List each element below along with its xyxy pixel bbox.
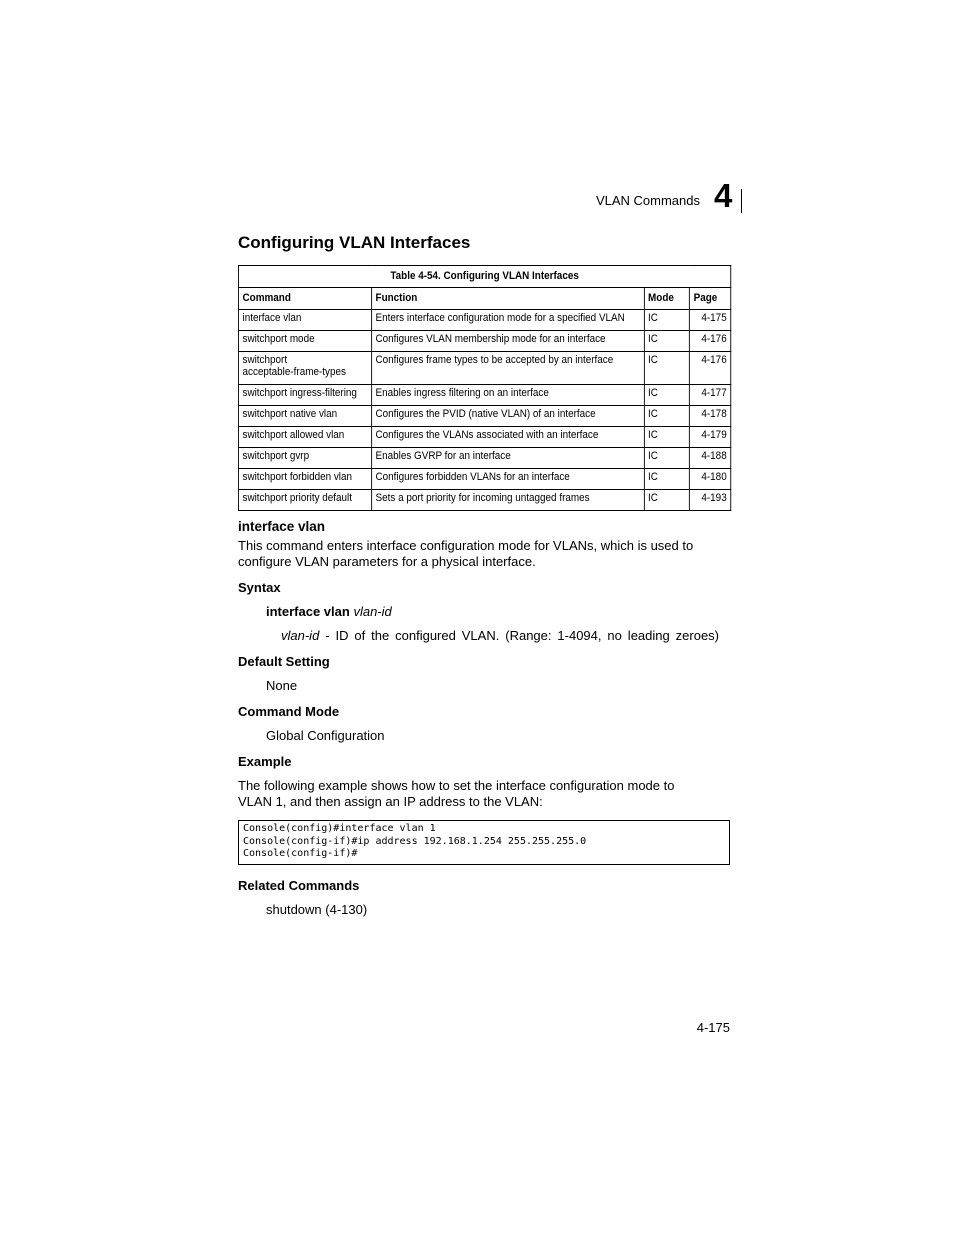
syntax-heading: Syntax xyxy=(238,580,281,595)
cell-mode: IC xyxy=(644,385,690,406)
cell-command: switchport mode xyxy=(238,331,371,352)
syntax-parameter: vlan-id xyxy=(353,604,392,619)
parameter-text: - ID of the configured VLAN. (Range: 1-4094, no leading zeroes) xyxy=(319,628,719,643)
cell-command: switchport native vlan xyxy=(238,406,371,427)
table-row xyxy=(238,448,730,469)
column-header-function: Function xyxy=(371,288,644,310)
table-row xyxy=(238,427,730,448)
cell-page: 4-176 xyxy=(690,352,731,385)
cell-mode: IC xyxy=(644,406,690,427)
table-row xyxy=(238,469,730,490)
cell-function: Configures forbidden VLANs for an interface xyxy=(371,469,644,490)
table-header-row xyxy=(238,288,730,310)
column-header-page: Page xyxy=(690,288,731,310)
cell-mode: IC xyxy=(644,331,690,352)
cell-command: switchport acceptable-frame-types xyxy=(238,352,371,385)
parameter-name: vlan-id xyxy=(281,628,320,643)
cell-command: switchport gvrp xyxy=(238,448,371,469)
syntax-keyword: interface vlan xyxy=(266,604,350,619)
running-header-title: VLAN Commands xyxy=(595,193,700,208)
command-mode-value: Global Configuration xyxy=(266,728,385,743)
cell-page: 4-178 xyxy=(690,406,731,427)
cell-mode: IC xyxy=(644,310,690,331)
page-number: 4-175 xyxy=(696,1020,730,1035)
chapter-marker xyxy=(711,177,742,214)
cell-mode: IC xyxy=(644,352,690,385)
cell-function: Enters interface configuration mode for a specified VLAN xyxy=(371,310,644,331)
related-command-link[interactable]: shutdown (4-130) xyxy=(266,902,368,917)
cell-function: Sets a port priority for incoming untagged frames xyxy=(371,490,644,511)
table-row xyxy=(238,490,730,511)
cell-function: Configures VLAN membership mode for an interface xyxy=(371,331,644,352)
cell-page: 4-179 xyxy=(690,427,731,448)
section-title: Configuring VLAN Interfaces xyxy=(238,233,471,252)
default-setting-value: None xyxy=(266,678,298,693)
cell-page: 4-176 xyxy=(690,331,731,352)
table-caption: Table 4-54. Configuring VLAN Interfaces xyxy=(238,266,730,288)
cell-page: 4-175 xyxy=(690,310,731,331)
cell-page: 4-193 xyxy=(690,490,731,511)
example-heading: Example xyxy=(238,754,292,769)
cell-mode: IC xyxy=(644,448,690,469)
cell-mode: IC xyxy=(644,469,690,490)
cell-function: Configures the VLANs associated with an interface xyxy=(371,427,644,448)
chapter-marker-rule xyxy=(741,189,742,213)
cell-command: interface vlan xyxy=(238,310,371,331)
cell-page: 4-180 xyxy=(690,469,731,490)
related-commands-heading: Related Commands xyxy=(238,878,360,893)
cell-mode: IC xyxy=(644,427,690,448)
table-row xyxy=(238,331,730,352)
cell-function: Enables ingress filtering on an interface xyxy=(371,385,644,406)
table-row xyxy=(238,310,730,331)
cell-mode: IC xyxy=(644,490,690,511)
cell-command: switchport forbidden vlan xyxy=(238,469,371,490)
column-header-command: Command xyxy=(238,288,371,310)
cell-function: Configures the PVID (native VLAN) of an interface xyxy=(371,406,644,427)
example-code-box xyxy=(238,820,730,865)
cell-function: Enables GVRP for an interface xyxy=(371,448,644,469)
table-row xyxy=(238,352,730,385)
cell-function: Configures frame types to be accepted by an interface xyxy=(371,352,644,385)
cell-command: switchport priority default xyxy=(238,490,371,511)
command-description: This command enters interface configuration mode for VLANs, which is used to configure VLAN parameters for a physical interface. xyxy=(238,538,694,569)
command-heading: interface vlan xyxy=(238,519,326,534)
cell-command: switchport ingress-filtering xyxy=(238,385,371,406)
parameter-description xyxy=(281,628,719,643)
chapter-number: 4 xyxy=(714,177,733,214)
default-setting-heading: Default Setting xyxy=(238,654,330,669)
table-row xyxy=(238,385,730,406)
cell-page: 4-188 xyxy=(690,448,731,469)
example-code: Console(config)#interface vlan 1 Console(config-if)#ip address 192.168.1.254 255.255.255.0 Console(config-if)# xyxy=(243,823,587,859)
column-header-mode: Mode xyxy=(644,288,690,310)
cell-command: switchport allowed vlan xyxy=(238,427,371,448)
command-mode-heading: Command Mode xyxy=(238,704,340,719)
commands-table xyxy=(238,265,731,511)
table-row xyxy=(238,406,730,427)
cell-page: 4-177 xyxy=(690,385,731,406)
syntax-line xyxy=(266,604,392,619)
example-description: The following example shows how to set the interface configuration mode to VLAN 1, and then assign an IP address to the VLAN: xyxy=(238,778,675,809)
